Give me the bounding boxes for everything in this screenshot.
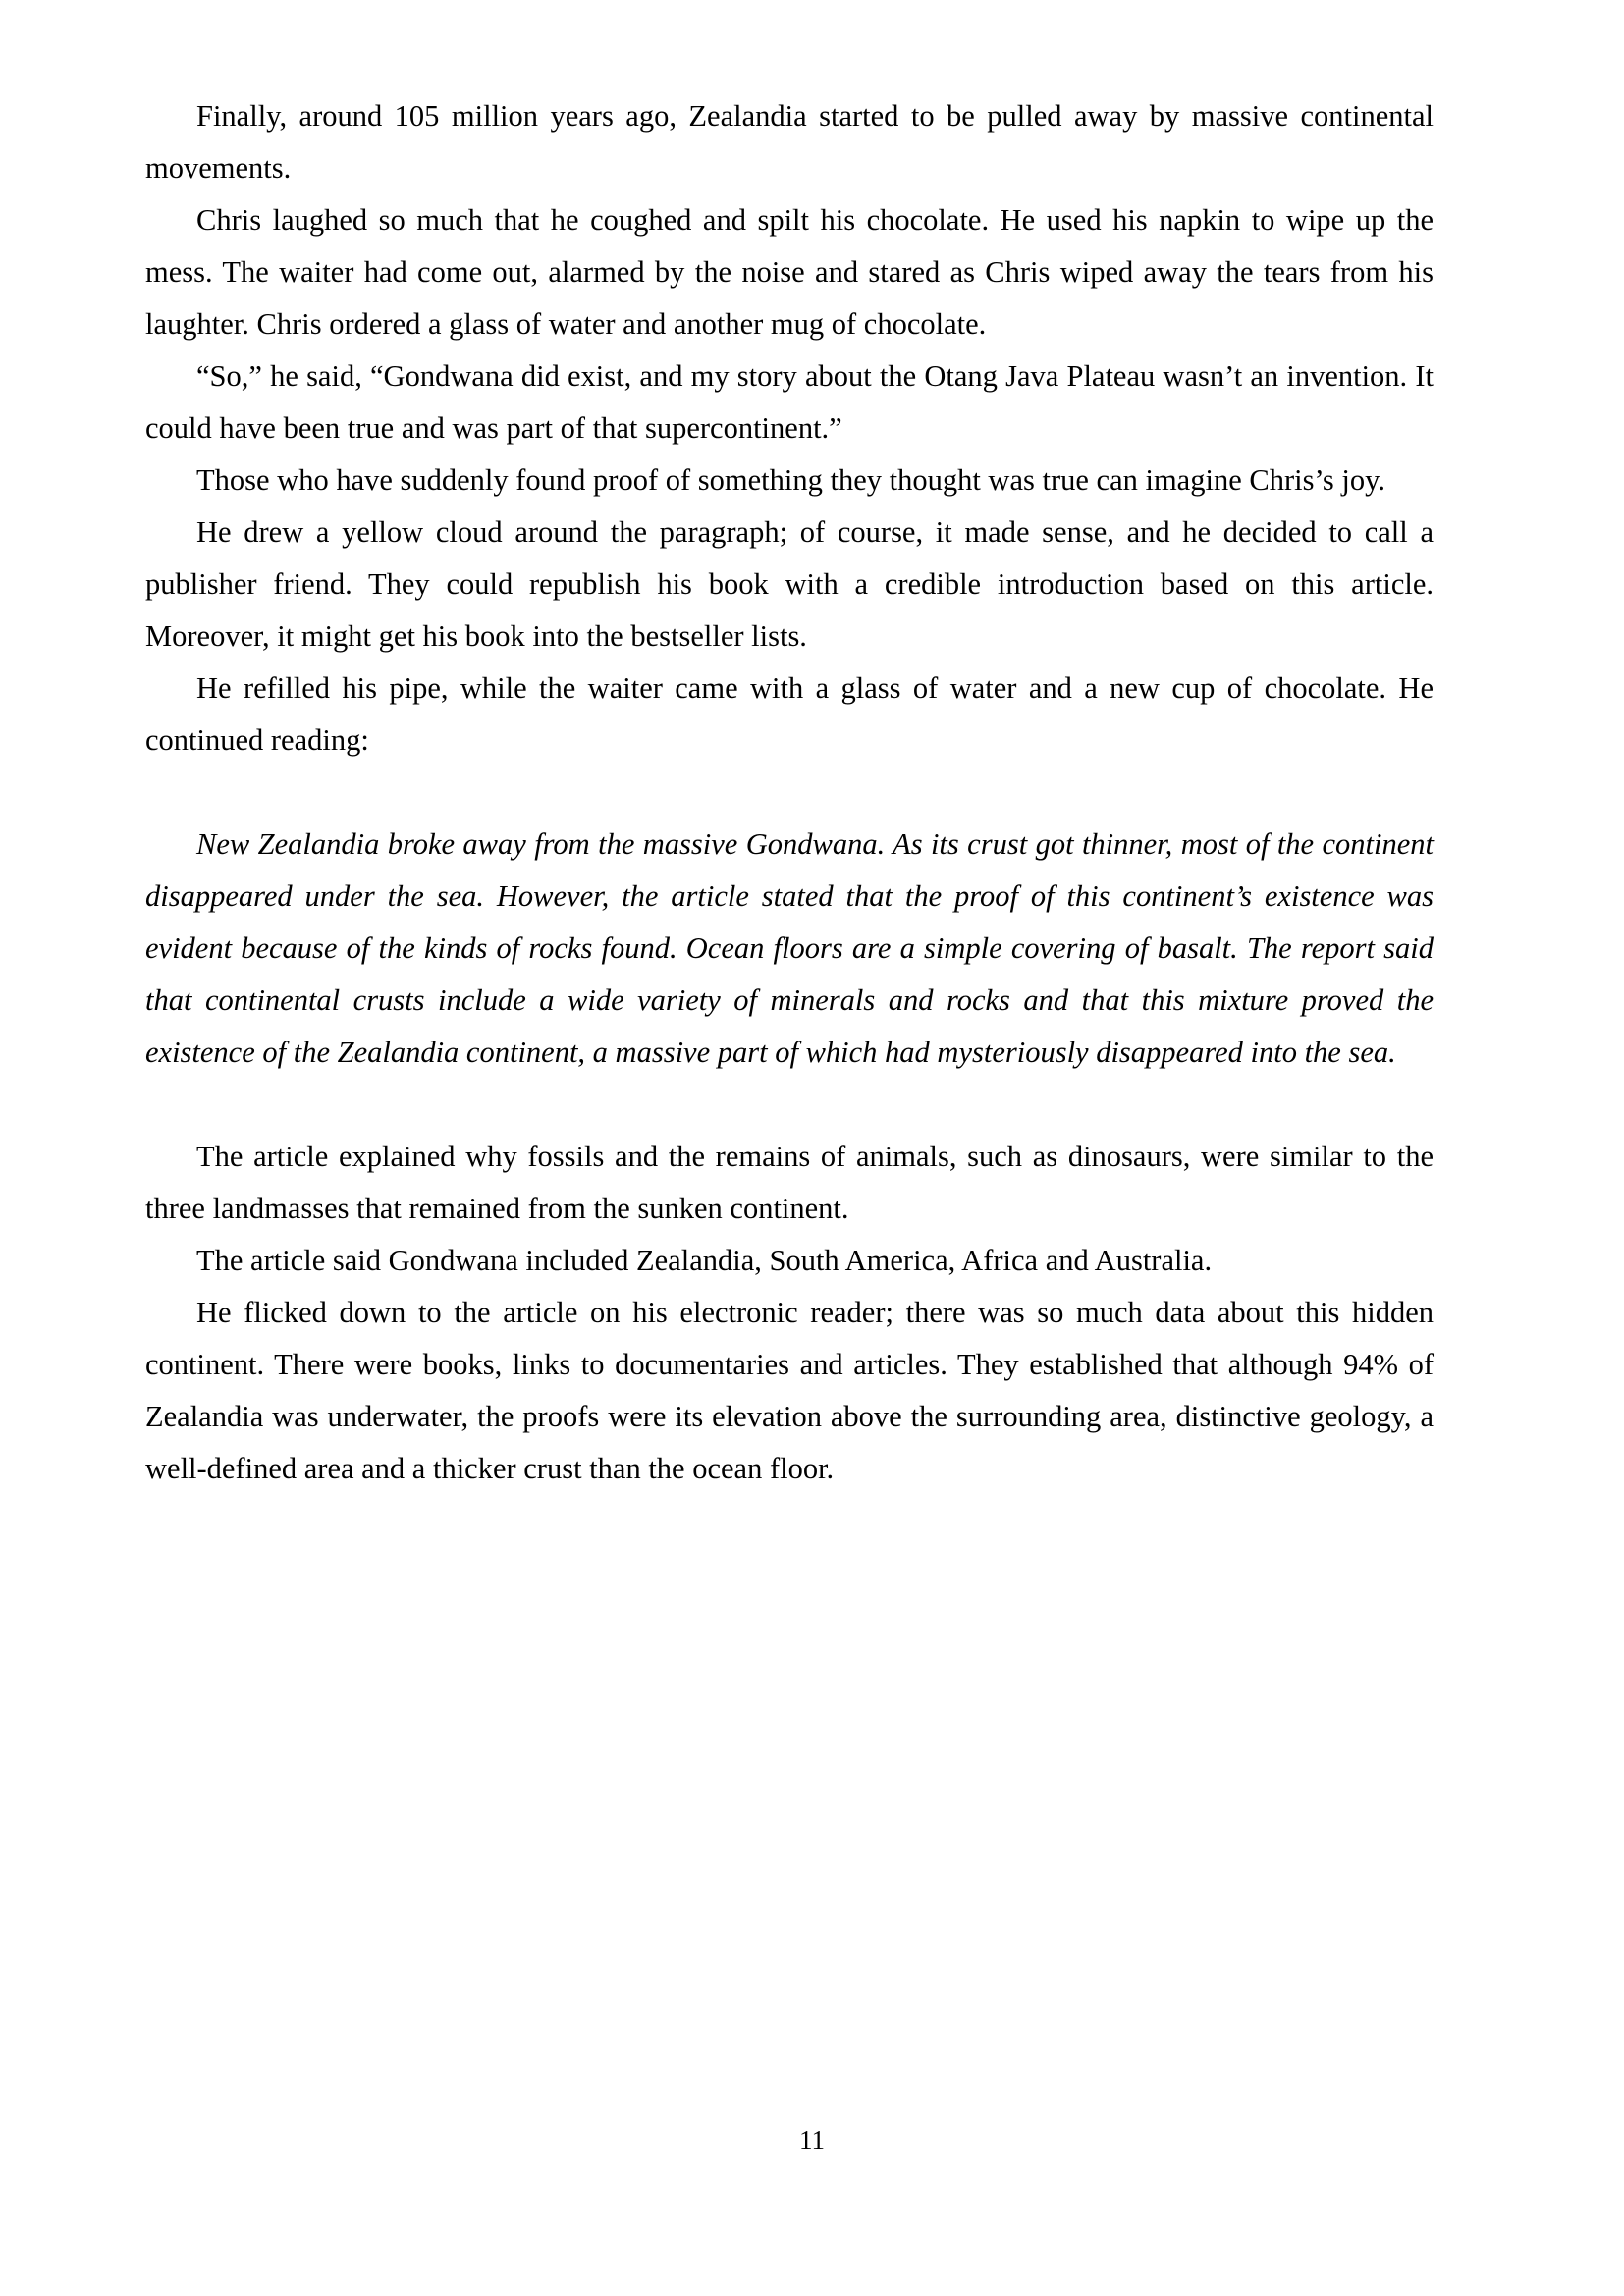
paragraph-spacer	[145, 1079, 1434, 1131]
body-paragraph: He refilled his pipe, while the waiter came with a glass of water and a new cup of chocolate. He continued reading:	[145, 671, 1434, 757]
body-paragraph: “So,” he said, “Gondwana did exist, and my story about the Otang Java Plateau wasn’t an invention. It could have been true and was part of that supercontinent.”	[145, 359, 1434, 445]
italic-quote-paragraph: New Zealandia broke away from the massive Gondwana. As its crust got thinner, most of the continent disappeared under the sea. However, the article stated that the proof of this continent’s existence was evident because of the kinds of rocks found. Ocean floors are a simple covering of basalt. The report said that continental crusts include a wide variety of minerals and rocks and that this mixture proved the existence of the Zealandia continent, a massive part of which had mysteriously disappeared into the sea.	[145, 828, 1434, 1069]
paragraph-spacer	[145, 767, 1434, 819]
body-paragraph: He drew a yellow cloud around the paragraph; of course, it made sense, and he decided to call a publisher friend. They could republish his book with a credible introduction based on this article. Moreover, it might get his book into the bestseller lists.	[145, 515, 1434, 653]
body-paragraph: Chris laughed so much that he coughed and spilt his chocolate. He used his napkin to wipe up the mess. The waiter had come out, alarmed by the noise and stared as Chris wiped away the tears from his laughter. Chris ordered a glass of water and another mug of chocolate.	[145, 203, 1434, 341]
body-text-column	[145, 90, 1434, 1495]
page-number: 11	[799, 2125, 825, 2155]
body-paragraph: The article said Gondwana included Zealandia, South America, Africa and Australia.	[196, 1244, 1213, 1277]
body-paragraph: He flicked down to the article on his electronic reader; there was so much data about this hidden continent. There were books, links to documentaries and articles. They established that although 94% of Zealandia was underwater, the proofs were its elevation above the surrounding area, distinctive geology, a well-defined area and a thicker crust than the ocean floor.	[145, 1296, 1434, 1485]
body-paragraph: Those who have suddenly found proof of something they thought was true can imagine Chris’s joy.	[196, 463, 1386, 497]
body-paragraph: Finally, around 105 million years ago, Zealandia started to be pulled away by massive continental movements.	[145, 99, 1434, 185]
body-paragraph: The article explained why fossils and the remains of animals, such as dinosaurs, were similar to the three landmasses that remained from the sunken continent.	[145, 1140, 1434, 1225]
